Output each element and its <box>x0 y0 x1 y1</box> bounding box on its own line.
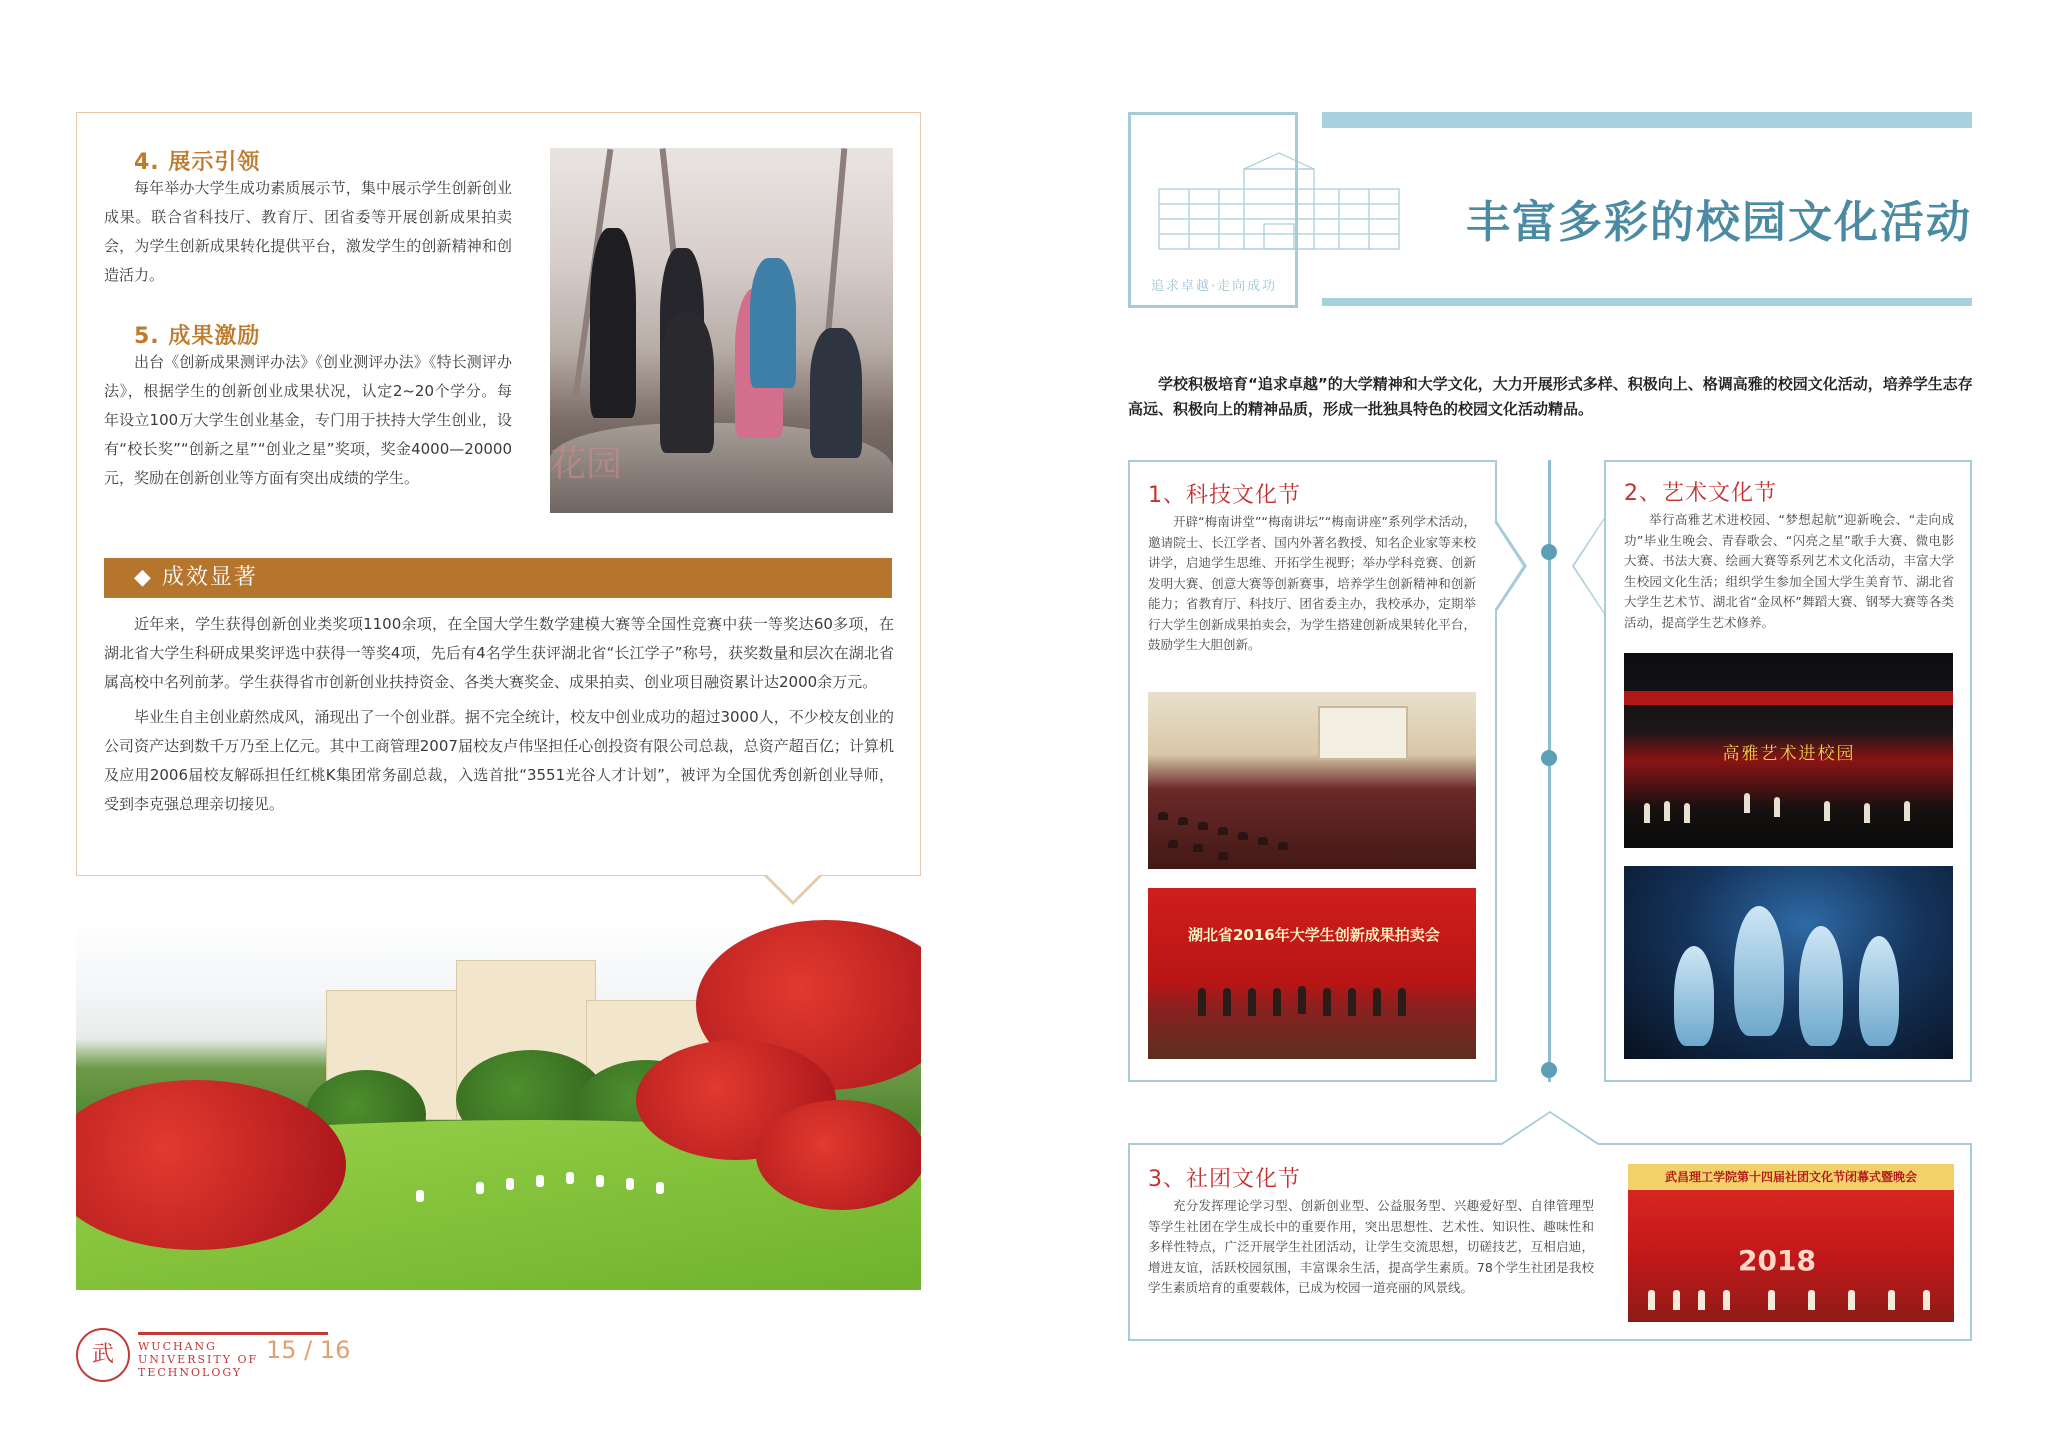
dance-photo <box>1624 866 1953 1059</box>
results-text: 近年来，学生获得创新创业类奖项1100余项，在全国大学生数学建模大赛等全国性竞赛中获一等奖达60多项，在湖北省大学生科研成果奖评选中获得一等奖4项，先后有4名学生获评湖北省“长江学子”称号，获奖数量和层次在湖北省属高校中名列前茅。学生获得省市创新创业扶持资金、各类大赛奖金、成果拍卖、创业项目融资累计达2000余万元。 毕业生自主创业蔚然成风，涌现出了一个创业群。据不完全统计，校友中创业成功的超过3000人，不少校友创业的公司资产达到数千万乃至上亿元。其中工商管理2007届校友卢伟坚担任心创投资有限公司总裁，总资产超百亿；计算机及应用2006届校友解砾担任红桃K集团常务副总裁，入选首批“3551光谷人才计划”，被评为全国优秀创新创业导师，受到李克强总理亲切接见。 <box>104 615 894 813</box>
panel-2-title: 2、艺术文化节 <box>1624 481 1777 506</box>
header-frame <box>1128 112 1298 308</box>
page-title: 丰富多彩的校园文化活动 <box>1466 197 1972 248</box>
panel-3-pointer <box>1500 1111 1600 1144</box>
header-bar-top <box>1322 112 1972 128</box>
section-5-text: 出台《创新成果测评办法》《创业测评办法》《特长测评办法》，根据学生的创新创业成果状况，认定2~20个学分。每年设立100万大学生创业基金，专门用于扶持大学生创业，设有“校长奖”“创新之星”“创业之星”奖项，奖金4000—20000元，奖励在创新创业等方面有突出成绩的学生。 <box>104 353 512 487</box>
timeline-dot <box>1541 1062 1557 1078</box>
section-4-text: 每年举办大学生成功素质展示节，集中展示学生创新创业成果。联合省科技厅、教育厅、团省委等开展创新成果拍卖会，为学生创新成果转化提供平台，激发学生的创新精神和创造活力。 <box>104 179 512 284</box>
header-motto: 追求卓越·走向成功 <box>1151 279 1278 294</box>
timeline-dot <box>1541 750 1557 766</box>
footer-rule <box>138 1332 328 1335</box>
page-number: 15 / 16 <box>266 1336 351 1364</box>
concert-caption: 高雅艺术进校园 <box>1722 744 1856 764</box>
concert-photo <box>1624 653 1953 848</box>
panel-2-text: 举行高雅艺术进校园、“梦想起航”迎新晚会、“走向成功”毕业生晚会、青春歌会、“闪亮之星”歌手大赛、微电影大赛、书法大赛、绘画大赛等系列艺术文化活动，丰富大学生校园文化生活；组织学生参加全国大学生美育节、湖北省大学生艺术节、湖北省“金凤杯”舞蹈大赛、钢琴大赛等各类活动，提高学生艺术修养。 <box>1624 512 1954 630</box>
section-4-title: 4. 展示引领 <box>134 150 261 175</box>
club-photo <box>1628 1164 1954 1322</box>
university-name-en: WUCHANG UNIVERSITY OF TECHNOLOGY <box>138 1340 259 1379</box>
results-heading: ◆ 成效显著 <box>104 558 892 598</box>
header-bar-bottom <box>1322 298 1972 306</box>
panel-2-pointer <box>1572 518 1604 614</box>
timeline-dot <box>1541 544 1557 560</box>
panel-1-text: 开辟“梅南讲堂”“梅南讲坛”“梅南讲座”系列学术活动，邀请院士、长江学者、国内外著名教授、知名企业家等来校讲学，启迪学生思维、开拓学生视野；举办学科竞赛、创新发明大赛、创意大赛等创新赛事，培养学生创新精神和创新能力；省教育厅、科技厅、团省委主办，我校承办，定期举行大学生创新成果拍卖会，为学生搭建创新成果转化平台，鼓励学生大胆创新。 <box>1148 514 1476 652</box>
building-sketch-icon <box>1149 149 1409 259</box>
panel-3-title: 3、社团文化节 <box>1148 1167 1301 1192</box>
university-logo: 武 <box>76 1328 130 1382</box>
club-year: 2018 <box>1738 1244 1816 1277</box>
auction-photo <box>1148 888 1476 1059</box>
seal-watermark: 花园 <box>550 444 623 485</box>
auction-banner: 湖北省2016年大学生创新成果拍卖会 <box>1188 926 1440 944</box>
students-photo <box>550 148 893 513</box>
lecture-photo <box>1148 692 1476 869</box>
club-banner: 武昌理工学院第十四届社团文化节闭幕式暨晚会 <box>1664 1170 1917 1184</box>
section-5-title: 5. 成果激励 <box>134 324 261 349</box>
panel-1-pointer <box>1495 518 1527 614</box>
panel-3-text: 充分发挥理论学习型、创新创业型、公益服务型、兴趣爱好型、自律管理型等学生社团在学生成长中的重要作用，突出思想性、艺术性、知识性、趣味性和多样性特点，广泛开展学生社团活动，让学生交流思想，切磋技艺，互相启迪，增进友谊，活跃校园氛围，丰富课余生活，提高学生素质。78个学生社团是我校学生素质培育的重要载体，已成为校园一道亮丽的风景线。 <box>1148 1198 1594 1295</box>
panel-1-title: 1、科技文化节 <box>1148 483 1301 508</box>
intro-text: 学校积极培育“追求卓越”的大学精神和大学文化，大力开展形式多样、积极向上、格调高雅的校园文化活动，培养学生志存高远、积极向上的精神品质，形成一批独具特色的校园文化活动精品。 <box>1128 375 1973 418</box>
box-pointer <box>763 875 823 905</box>
campus-photo <box>76 920 921 1290</box>
